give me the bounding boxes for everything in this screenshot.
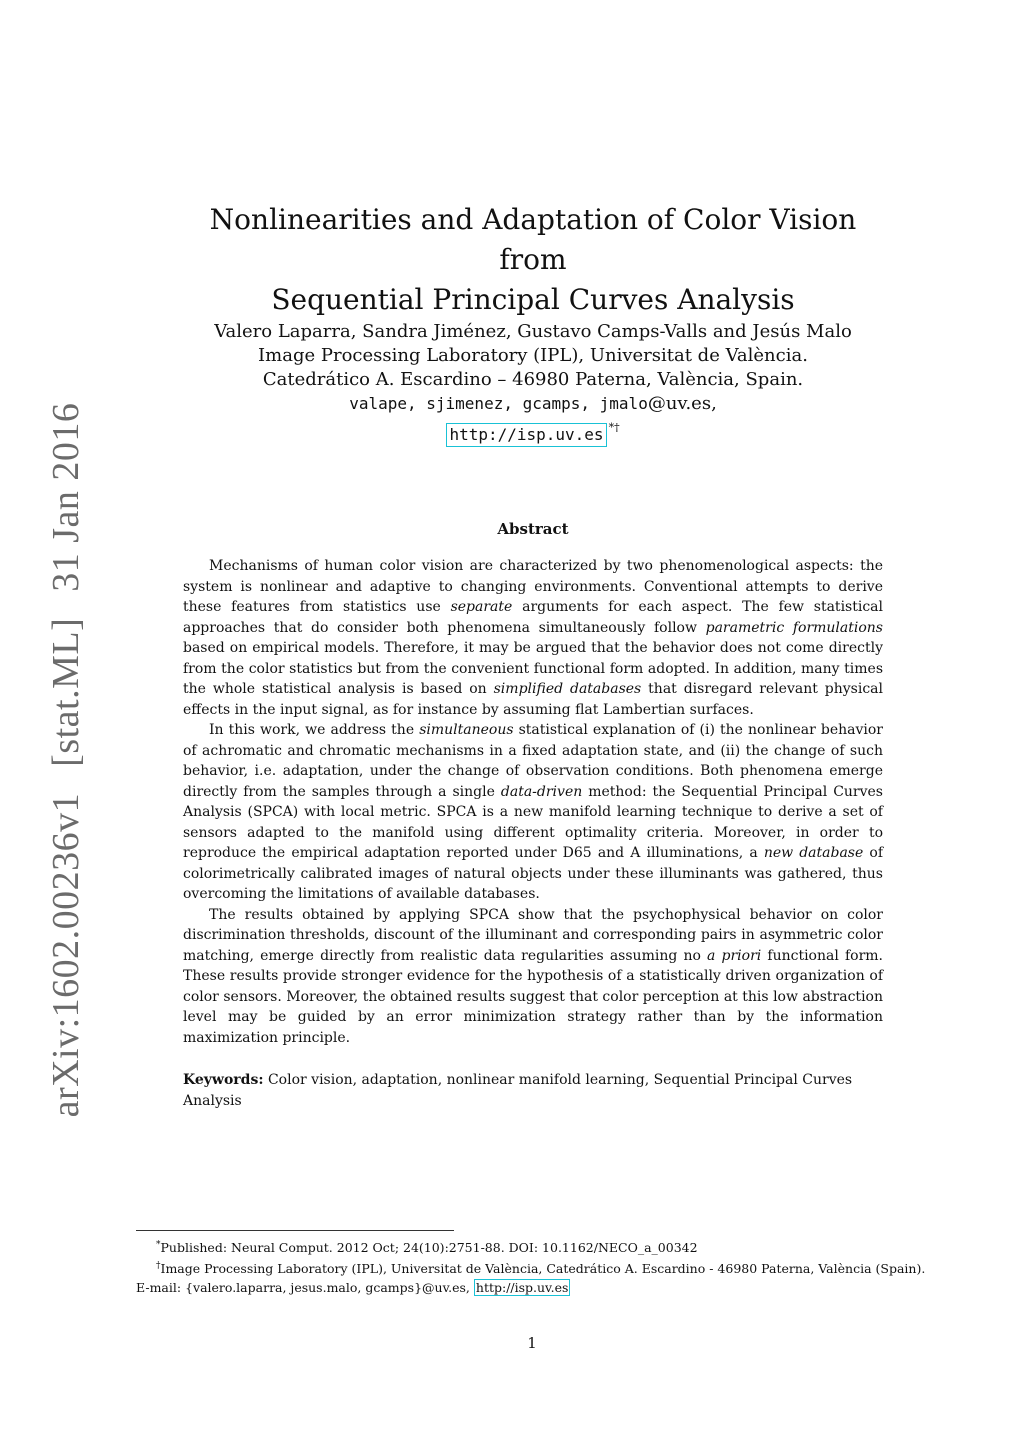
affiliation-line-2: Catedrático A. Escardino – 46980 Paterna, València, Spain.: [262, 369, 804, 390]
email-usernames: valape, sjimenez, gcamps, jmalo: [349, 394, 648, 413]
footnotes: [136, 1236, 930, 1297]
abstract-p2-text-b: statistical explanation of (i) the nonlinear behavior of achromatic and chromatic mechanisms in a fixed adaptation state, and (ii) the change of such behavior, i.e. adaptation, under the change of observation conditions. Both phenomena emerge directly from the samples through a single: [183, 722, 883, 800]
abstract-paragraph-1: [183, 556, 883, 720]
abstract-p2-emphasis-3: new database: [763, 845, 864, 861]
author-block: [183, 320, 883, 447]
abstract-p1-emphasis-2: parametric formulations: [705, 619, 883, 636]
abstract-paragraph-3: [183, 905, 883, 1049]
keywords: [183, 1070, 883, 1111]
abstract-p3-text-b: functional form. These results provide stronger evidence for the hypothesis of a statistically driven organization of color sensors. Moreover, the obtained results suggest that color perception at this low abstraction level may be guided by an error minimization strategy rather than by the information maximization principle.: [183, 947, 883, 1046]
title-line-2: Sequential Principal Curves Analysis: [271, 283, 795, 316]
abstract-p1-text-a: Mechanisms of human color vision are characterized by two phenomenological aspects: the system is nonlinear and adaptive to changing environments. Conventional attempts to derive these features from statistics use: [183, 558, 883, 615]
abstract-p1-text-c: based on empirical models. Therefore, it may be argued that the behavior does not come directly from the color statistics but from the convenient functional form adopted. In addition, many times the whole statistical analysis is based on: [183, 640, 883, 697]
abstract-p1-text-b: arguments for each aspect. The few statistical approaches that do consider both phenomena simultaneously follow: [183, 599, 883, 636]
arxiv-stamp: [44, 403, 88, 1118]
author-url-line: [183, 416, 883, 447]
keywords-text: Color vision, adaptation, nonlinear manifold learning, Sequential Principal Curves Analysis: [183, 1072, 853, 1109]
abstract-p1-text-d: that disregard relevant physical effects in the input signal, as for instance by assuming flat Lambertian surfaces.: [183, 681, 883, 718]
abstract-p2-text-c: method: the Sequential Principal Curves Analysis (SPCA) with local metric. SPCA is a new manifold learning technique to derive a set of sensors adapted to the manifold using different optimality criteria. Moreover, in order to reproduce the empirical adaptation reported under D65 and A illuminations, a: [183, 783, 883, 861]
abstract-p2-emphasis-2: data-driven: [500, 783, 583, 800]
footnote-2-mark: †: [156, 1261, 161, 1271]
footnote-2-text: Image Processing Laboratory (IPL), Universitat de València, Catedrático A. Escardino - 46980 Paterna, València (Spain). E-mail: {valero.laparra, jesus.malo, gcamps}@uv.es,: [136, 1261, 926, 1295]
abstract-heading: Abstract: [497, 520, 569, 538]
arxiv-id: arXiv:1602.00236v1: [45, 792, 87, 1118]
abstract-paragraph-2: [183, 720, 883, 905]
author-footnote-marks: *†: [608, 421, 620, 434]
email-domain: @uv.es,: [647, 393, 717, 414]
abstract-p2-text-a: In this work, we address the: [209, 722, 420, 738]
author-names: Valero Laparra, Sandra Jiménez, Gustavo Camps-Valls and Jesús Malo: [214, 321, 852, 342]
paper-title: [183, 200, 883, 320]
abstract-body: [183, 556, 883, 1048]
keywords-label: Keywords:: [183, 1072, 264, 1088]
footnote-1: [136, 1236, 930, 1257]
abstract-p2-emphasis-1: simultaneous: [419, 722, 514, 738]
footnote-divider: [136, 1230, 454, 1231]
footnote-2: [136, 1257, 930, 1297]
abstract-p3-emphasis-1: a priori: [707, 947, 762, 964]
title-line-1: Nonlinearities and Adaptation of Color Vision from: [209, 203, 857, 276]
arxiv-category: [stat.ML]: [45, 617, 87, 767]
abstract-p3-text-a: The results obtained by applying SPCA show that the psychophysical behavior on color discrimination thresholds, discount of the illuminant and corresponding pairs in asymmetric color matching, emerge directly from realistic data regularities assuming no: [183, 906, 883, 964]
abstract-p2-text-d: of colorimetrically calibrated images of natural objects under these illuminants was gathered, thus overcoming the limitations of available databases.: [183, 845, 884, 902]
footnote-2-url-link[interactable]: http://isp.uv.es: [475, 1280, 569, 1295]
page-number: 1: [527, 1334, 537, 1352]
abstract-p1-emphasis-3: simplified databases: [493, 681, 642, 697]
footnote-1-mark: *: [156, 1240, 161, 1250]
footnote-1-text: Published: Neural Comput. 2012 Oct; 24(10):2751-88. DOI: 10.1162/NECO_a_00342: [160, 1240, 698, 1255]
arxiv-date: 31 Jan 2016: [45, 402, 87, 592]
author-url-link[interactable]: http://isp.uv.es: [446, 423, 606, 447]
author-emails: [183, 392, 883, 416]
affiliation-line-1: Image Processing Laboratory (IPL), Universitat de València.: [258, 345, 808, 366]
abstract-p1-emphasis-1: separate: [450, 599, 513, 615]
